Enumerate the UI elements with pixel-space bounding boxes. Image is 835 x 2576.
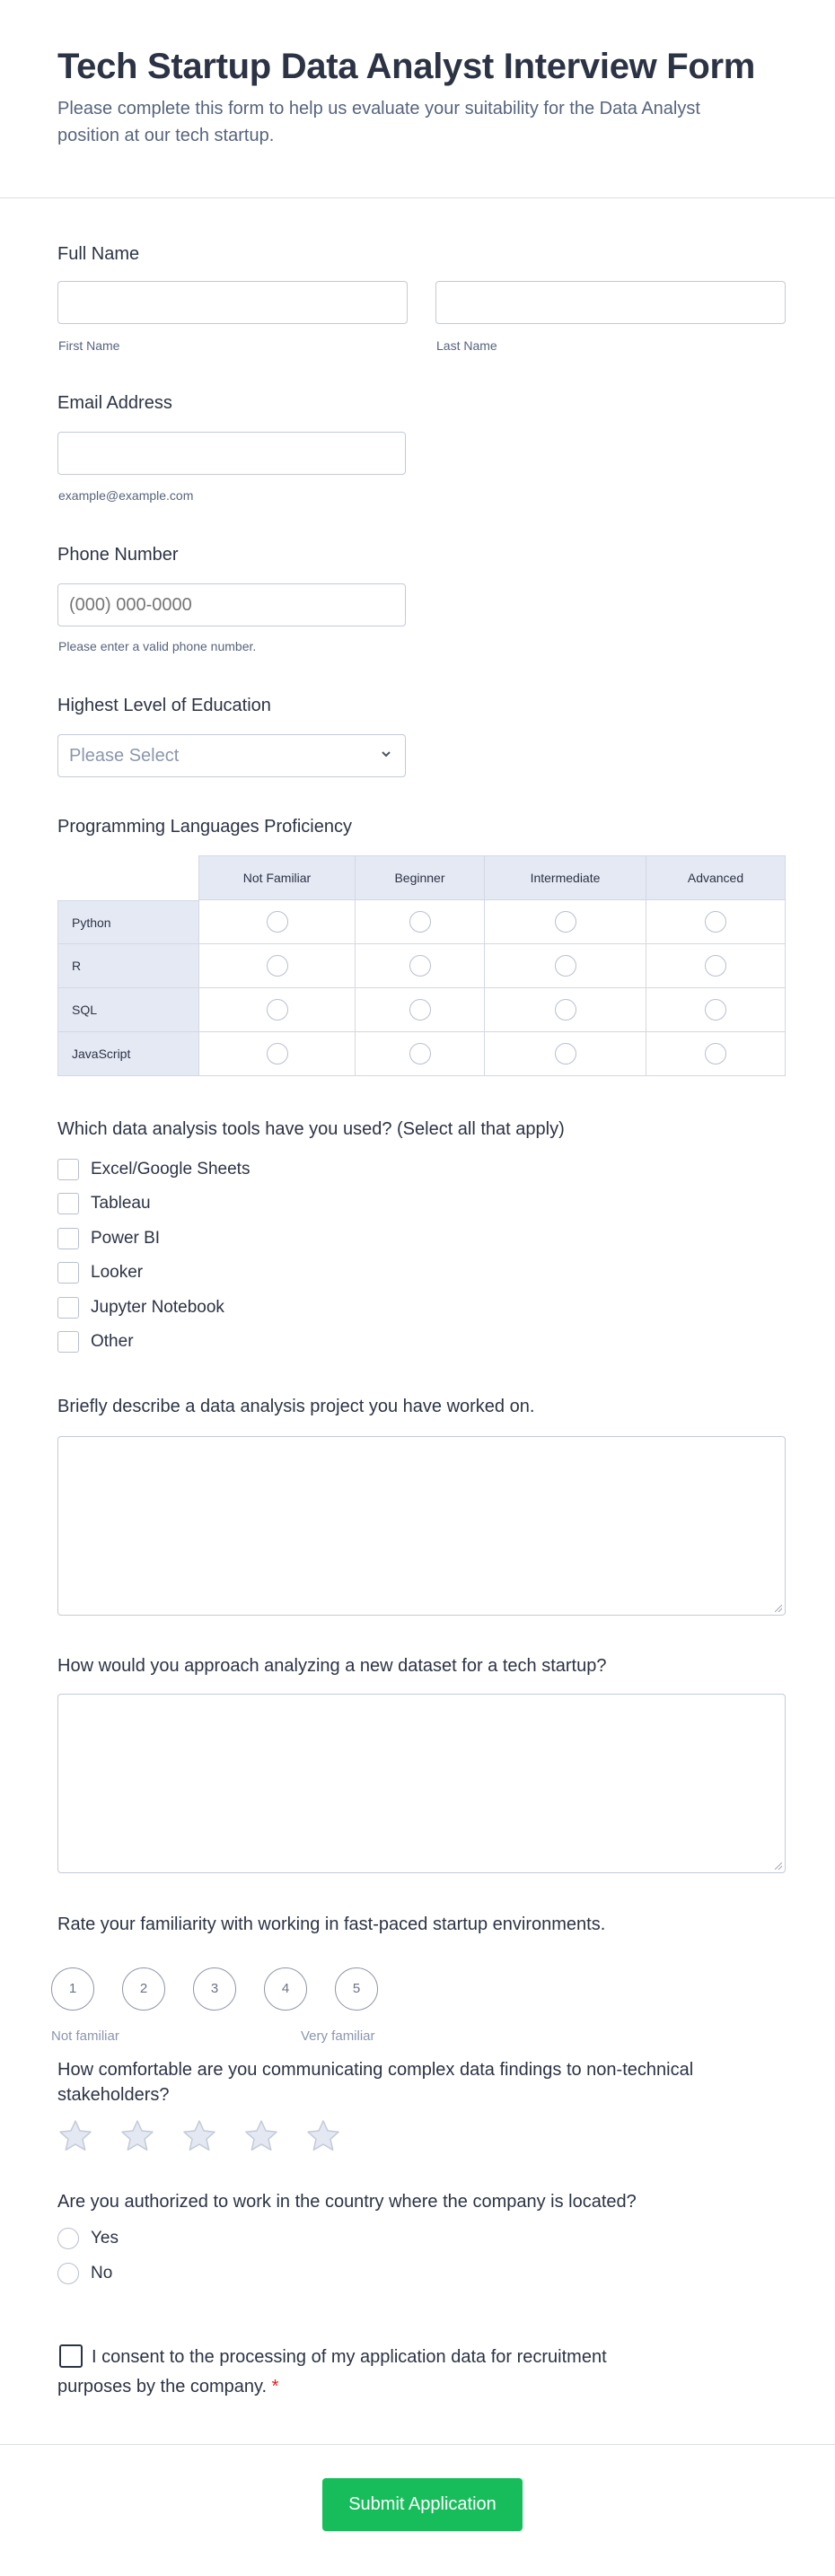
- full-name-label: Full Name: [57, 244, 140, 264]
- resize-handle-icon[interactable]: [775, 1862, 782, 1870]
- chevron-down-icon: [380, 748, 392, 760]
- tool-checkbox[interactable]: [57, 1193, 79, 1214]
- matrix-radio[interactable]: [409, 911, 431, 933]
- tool-checkbox[interactable]: [57, 1331, 79, 1353]
- approach-label: How would you approach analyzing a new dataset for a tech startup?: [57, 1656, 607, 1676]
- tool-option-label: Excel/Google Sheets: [91, 1160, 250, 1178]
- form-subtitle: Please complete this form to help us evaluate your suitability for the Data Analyst position at our tech startup.: [57, 99, 700, 145]
- consent-text: [57, 2343, 668, 2402]
- matrix-row-label: R: [57, 944, 199, 988]
- matrix-radio[interactable]: [705, 955, 726, 977]
- matrix-radio[interactable]: [555, 1043, 576, 1065]
- scale-min-label: Not familiar: [51, 2028, 119, 2044]
- matrix-col-header: Beginner: [356, 855, 485, 900]
- star-icon[interactable]: [243, 2118, 279, 2154]
- education-select[interactable]: [57, 734, 406, 777]
- stars-label: How comfortable are you communicating complex data findings to non-technical stakeholders?: [57, 2060, 694, 2105]
- last-name-input[interactable]: [435, 281, 786, 324]
- matrix-label: Programming Languages Proficiency: [57, 817, 352, 837]
- star-icon[interactable]: [119, 2118, 155, 2154]
- tool-option-label: Jupyter Notebook: [91, 1298, 224, 1317]
- matrix-radio[interactable]: [409, 999, 431, 1021]
- tool-option-label: Looker: [91, 1263, 144, 1282]
- phone-label: Phone Number: [57, 545, 179, 565]
- matrix-radio[interactable]: [409, 1043, 431, 1065]
- education-label: Highest Level of Education: [57, 696, 271, 715]
- matrix-col-header: Advanced: [646, 855, 786, 900]
- matrix-col-header: Intermediate: [485, 855, 646, 900]
- authorized-no-label: No: [91, 2264, 113, 2282]
- matrix-radio[interactable]: [555, 999, 576, 1021]
- matrix-row: [57, 944, 786, 988]
- star-icon[interactable]: [181, 2118, 217, 2154]
- tool-checkbox[interactable]: [57, 1159, 79, 1180]
- submit-button[interactable]: Submit Application: [322, 2478, 523, 2531]
- matrix-radio[interactable]: [409, 955, 431, 977]
- consent-label: I consent to the processing of my application data for recruitment purposes by the company.: [57, 2347, 607, 2396]
- phone-sublabel: Please enter a valid phone number.: [58, 639, 257, 653]
- matrix-row: [57, 1032, 786, 1076]
- form-title: Tech Startup Data Analyst Interview Form: [57, 47, 756, 86]
- email-label: Email Address: [57, 393, 172, 413]
- matrix-row-label: SQL: [57, 988, 199, 1032]
- phone-input[interactable]: [57, 583, 406, 626]
- matrix-row: [57, 900, 786, 944]
- matrix-row: [57, 988, 786, 1032]
- project-label: Briefly describe a data analysis project you have worked on.: [57, 1397, 535, 1416]
- matrix-radio[interactable]: [705, 1043, 726, 1065]
- matrix-col-header: Not Familiar: [199, 855, 356, 900]
- matrix-radio[interactable]: [267, 999, 288, 1021]
- star-icon[interactable]: [305, 2118, 341, 2154]
- matrix-radio[interactable]: [267, 955, 288, 977]
- matrix-radio[interactable]: [267, 911, 288, 933]
- tool-option-label: Tableau: [91, 1194, 151, 1213]
- email-sublabel: example@example.com: [58, 488, 194, 503]
- authorized-yes-label: Yes: [91, 2229, 119, 2247]
- tools-label: Which data analysis tools have you used? (Select all that apply): [57, 1119, 565, 1139]
- tool-checkbox[interactable]: [57, 1228, 79, 1249]
- matrix-row-label: JavaScript: [57, 1032, 199, 1076]
- scale-option-2[interactable]: 2: [122, 1967, 165, 2011]
- header-divider: [0, 197, 835, 198]
- proficiency-matrix: [57, 855, 786, 1076]
- matrix-row-label: Python: [57, 900, 199, 944]
- scale-max-label: Very familiar: [301, 2028, 375, 2044]
- tool-option-label: Power BI: [91, 1229, 161, 1248]
- email-input[interactable]: [57, 432, 406, 475]
- first-name-sublabel: First Name: [58, 338, 120, 353]
- footer-divider: [0, 2444, 835, 2445]
- scale-option-5[interactable]: 5: [335, 1967, 378, 2011]
- required-mark: *: [271, 2377, 279, 2396]
- matrix-radio[interactable]: [267, 1043, 288, 1065]
- education-select-value: Please Select: [69, 746, 180, 766]
- scale-option-1[interactable]: 1: [51, 1967, 94, 2011]
- last-name-sublabel: Last Name: [436, 338, 497, 353]
- scale-option-3[interactable]: 3: [193, 1967, 236, 2011]
- project-textarea[interactable]: [57, 1436, 786, 1616]
- tool-checkbox[interactable]: [57, 1297, 79, 1319]
- tool-checkbox[interactable]: [57, 1262, 79, 1284]
- tool-option-label: Other: [91, 1332, 134, 1351]
- first-name-input[interactable]: [57, 281, 408, 324]
- authorized-no-radio[interactable]: [57, 2263, 79, 2284]
- star-icon[interactable]: [57, 2118, 93, 2154]
- matrix-radio[interactable]: [555, 911, 576, 933]
- scale-label: Rate your familiarity with working in fast-paced startup environments.: [57, 1914, 606, 1934]
- approach-textarea[interactable]: [57, 1694, 786, 1873]
- matrix-radio[interactable]: [705, 911, 726, 933]
- scale-option-4[interactable]: 4: [264, 1967, 307, 2011]
- matrix-radio[interactable]: [555, 955, 576, 977]
- matrix-radio[interactable]: [705, 999, 726, 1021]
- resize-handle-icon[interactable]: [775, 1605, 782, 1612]
- authorized-label: Are you authorized to work in the country where the company is located?: [57, 2192, 637, 2212]
- authorized-yes-radio[interactable]: [57, 2228, 79, 2249]
